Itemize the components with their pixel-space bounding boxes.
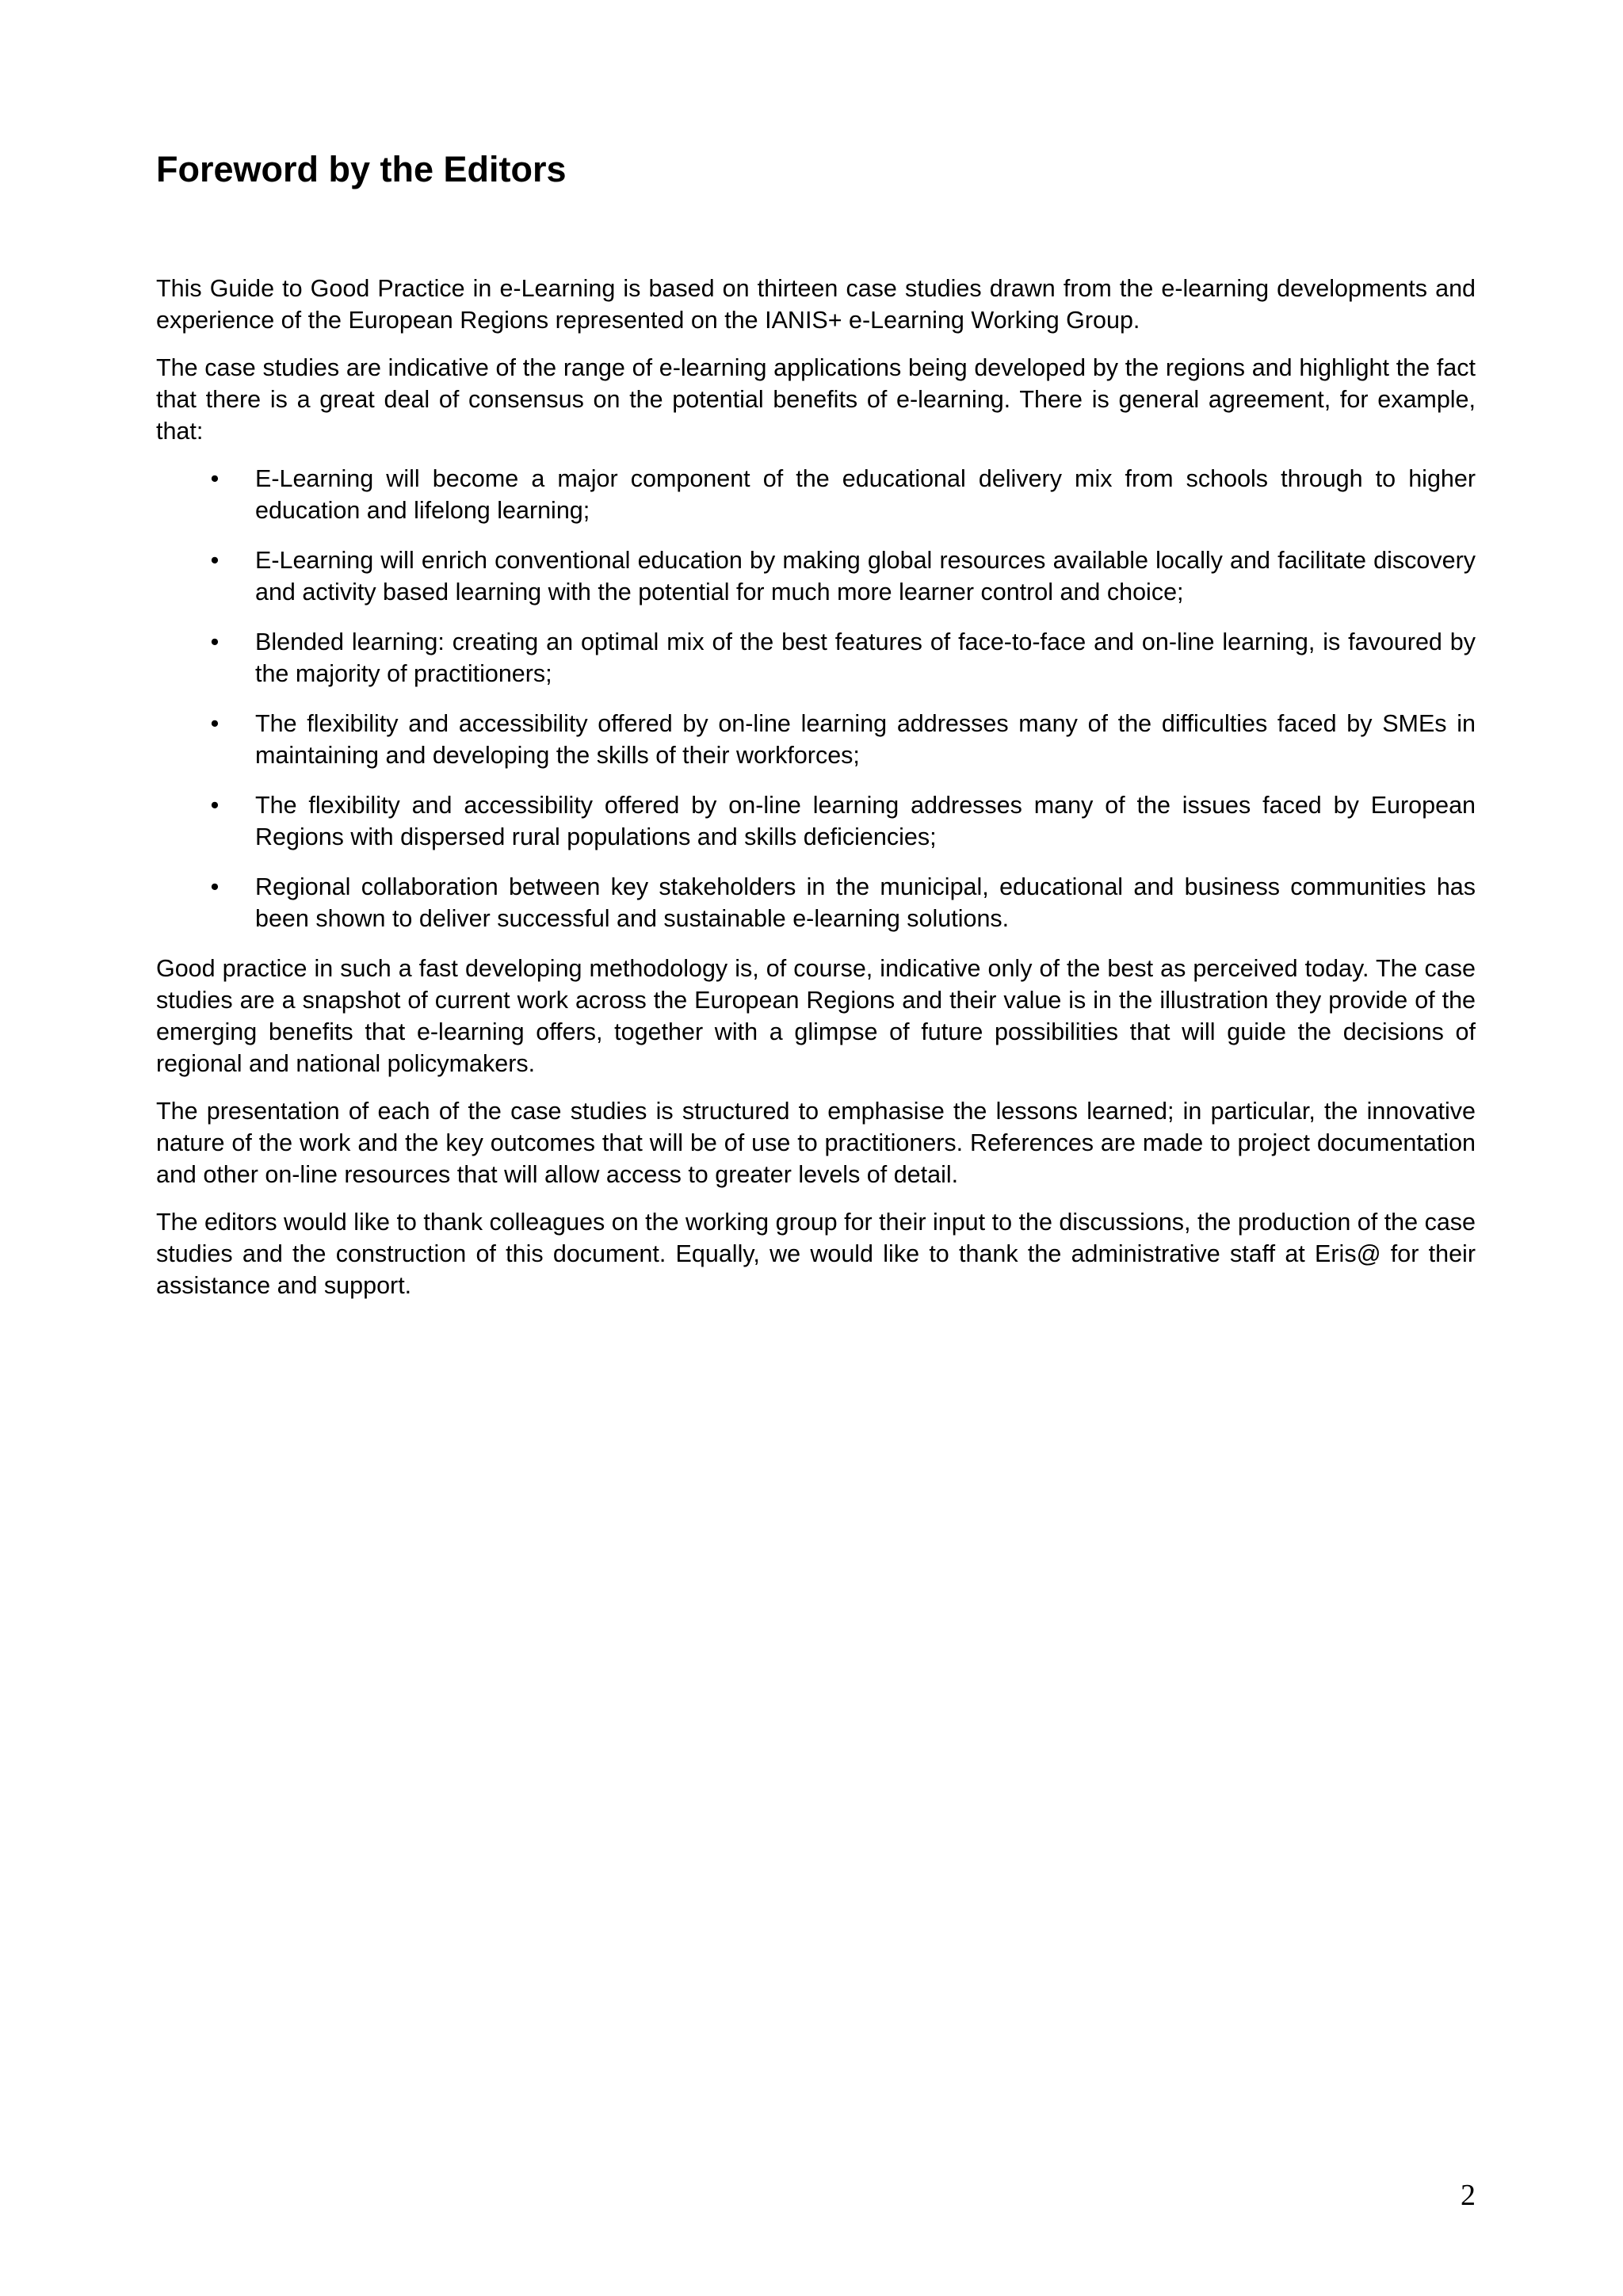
bullet-icon: • [210, 873, 220, 900]
list-item [156, 871, 1476, 934]
list-item [156, 544, 1476, 608]
list-item [156, 708, 1476, 771]
list-item-text: E-Learning will become a major component of the educational delivery mix from schools through to higher education and lifelong learning; [255, 465, 1476, 524]
list-item [156, 463, 1476, 526]
bullet-icon: • [210, 628, 220, 655]
bullet-icon: • [210, 547, 220, 574]
agreement-list [156, 463, 1476, 934]
context-paragraph: The case studies are indicative of the range of e-learning applications being developed by the regions and highlight the fact that there is a great deal of consensus on the potential benefits of e-learning. There is general agreement, for example, that: [156, 354, 1476, 445]
page-content [156, 149, 1476, 1317]
intro-paragraph: This Guide to Good Practice in e-Learning is based on thirteen case studies drawn from the e-learning developments and experience of the European Regions represented on the IANIS+ e-Learning Working Group. [156, 275, 1476, 334]
list-item-text: The flexibility and accessibility offered by on-line learning addresses many of the issues faced by European Regions with dispersed rural populations and skills deficiencies; [255, 792, 1476, 850]
bullet-icon: • [210, 792, 220, 819]
bullet-icon: • [210, 465, 220, 492]
list-item [156, 626, 1476, 690]
list-item-text: Regional collaboration between key stakeholders in the municipal, educational and business communities has been shown to deliver successful and sustainable e-learning solutions. [255, 873, 1476, 932]
page-title: Foreword by the Editors [156, 149, 567, 189]
list-item [156, 789, 1476, 853]
presentation-paragraph: The presentation of each of the case studies is structured to emphasise the lessons learned; in particular, the innovative nature of the work and the key outcomes that will be of use to practitioners. References are made to project documentation and other on-line resources that will allow access to greater levels of detail. [156, 1098, 1476, 1188]
page-number: 2 [1461, 2179, 1476, 2212]
list-item-text: E-Learning will enrich conventional education by making global resources available locally and facilitate discovery and activity based learning with the potential for much more learner control and choice; [255, 547, 1476, 606]
good-practice-paragraph: Good practice in such a fast developing methodology is, of course, indicative only of the best as perceived today. The case studies are a snapshot of current work across the European Regions and their value is in the illustration they provide of the emerging benefits that e-learning offers, together with a glimpse of future possibilities that will guide the decisions of regional and national policymakers. [156, 955, 1476, 1077]
acknowledgements-paragraph: The editors would like to thank colleagues on the working group for their input to the discussions, the production of the case studies and the construction of this document. Equally, we would like to thank the administrative staff at Eris@ for their assistance and support. [156, 1209, 1476, 1299]
list-item-text: The flexibility and accessibility offered by on-line learning addresses many of the difficulties faced by SMEs in maintaining and developing the skills of their workforces; [255, 710, 1476, 769]
bullet-icon: • [210, 710, 220, 737]
list-item-text: Blended learning: creating an optimal mix of the best features of face-to-face and on-line learning, is favoured by the majority of practitioners; [255, 628, 1476, 687]
